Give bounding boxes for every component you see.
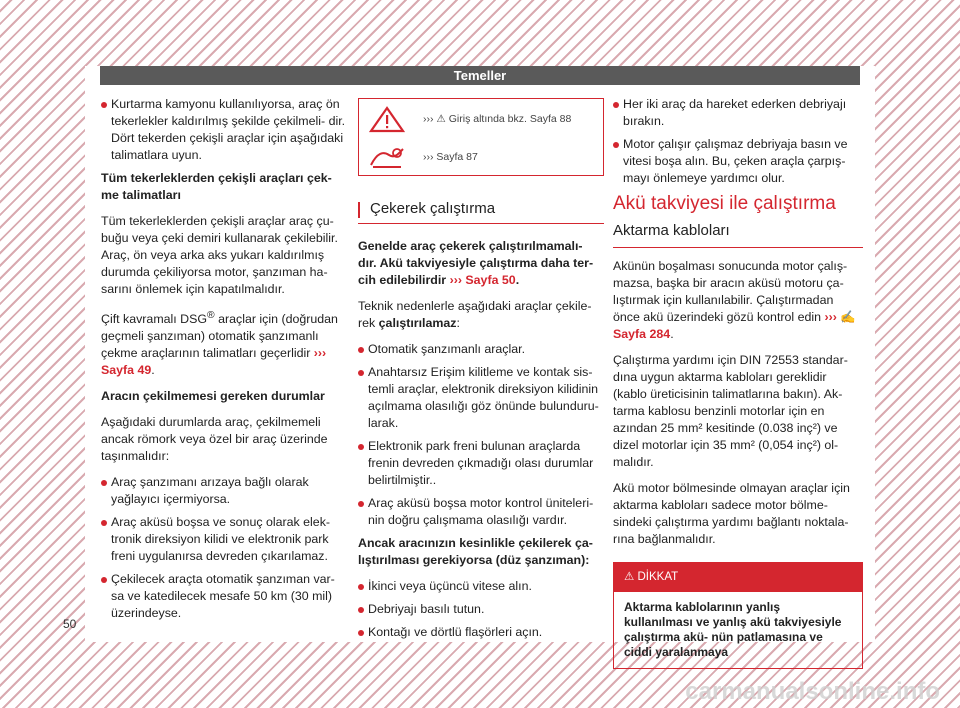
list-item: Motor çalışır çalışmaz debriyaja basın ve vitesi boşa alın. Bu, çeken araçla çarpış- mayı önlemeye yardımcı olur. (613, 136, 863, 187)
subheading (358, 238, 604, 289)
text: Çift kavramalı DSG (101, 312, 208, 327)
text: Genelde araç çekerek çalıştırılmamalı- dır. Akü takviyesiyle çalıştırma daha ter- cih edilebilirdir (358, 239, 594, 287)
column-2 (358, 98, 604, 647)
list-item: Araç aküsü boşsa motor kontrol üniteleri- nin doğru çalışmama olasılığı vardır. (358, 495, 604, 529)
paragraph: Çalıştırma yardımı için DIN 72553 standar- dına uygun aktarma kabloları gereklidir (kablo üreticisinin talimatlarına bakın). Ak- tarma kablosu benzinli motorlar için en azından 25 mm² kesitinde (0.038 inç²) ve dizel motorlar için 35 mm² (0,054 inç²) ol- malıdır. (613, 353, 848, 469)
list-item: Otomatik şanzımanlı araçlar. (358, 341, 604, 358)
page-reference-link[interactable]: ››› Sayfa 87 (423, 151, 478, 163)
subheading: Aracın çekilmemesi gereken durumlar (101, 389, 325, 404)
paragraph: Tüm tekerleklerden çekişli araçlar araç çu- buğu veya çeki demiri kullanarak çekilebilir. Araç, ön veya arka aks yukarı kaldırılmış durumda çekiliyorsa motor, şanzıman ha- sarını önlemek için kapatılmalıdır. (101, 214, 338, 296)
section-title: Aktarma kabloları (613, 222, 863, 248)
subheading: Ancak aracınızın kesinlikle çekilerek ça- lıştırılması gerekiyorsa (düz şanzıman): (358, 536, 593, 567)
list-item: Anahtarsız Erişim kilitleme ve kontak sis- temli araçlar, elektronik direksiyon kilidinin açılmama olasılığı göz önünde bulunduru- larak. (358, 364, 604, 432)
text: . (515, 273, 520, 287)
list-item: Araç şanzımanı arızaya bağlı olarak yağlayıcı içermiyorsa. (101, 474, 348, 508)
list-item: Her iki araç da hareket ederken debriyajı bırakın. (613, 96, 863, 130)
page-link-50[interactable]: ››› Sayfa 50 (449, 273, 516, 287)
reference-row (359, 139, 603, 175)
column-3 (613, 96, 863, 669)
paragraph: Aşağıdaki durumlarda araç, çekilmemeli ancak römork veya özel bir araç üzerinde taşınmalıdır: (101, 415, 328, 464)
text: . (151, 363, 155, 378)
list-item: İkinci veya üçüncü vitese alın. (358, 578, 604, 595)
paragraph (101, 307, 348, 379)
subheading: Tüm tekerleklerden çekişli araçları çek- me talimatları (101, 171, 332, 202)
list-item: Elektronik park freni bulunan araçlarda frenin devreden çıkmadığı olası durumlar belirtilmiştir.. (358, 438, 604, 489)
text: araçlar için (doğrudan geçmeli şanzıman) otomatik şanzımanlı çekme araçlarının talimatları geçerlidir (101, 312, 338, 361)
text: . (670, 327, 674, 341)
reference-box (358, 98, 604, 176)
list-item: Debriyajı basılı tutun. (358, 601, 604, 618)
list-item: Araç aküsü boşsa ve sonuç olarak elek- tronik direksiyon kilidi ve elektronik park freni uygulanırsa devreden çıkarılamaz. (101, 514, 348, 565)
warning-triangle-icon (367, 105, 407, 133)
warning-reference-link[interactable]: ››› ⚠ Giriş altında bkz. Sayfa 88 (423, 113, 572, 125)
svg-text:carmanualsonline.info: carmanualsonline.info (685, 678, 940, 705)
paragraph: Akü motor bölmesinde olmayan araçlar için aktarma kabloları sadece motor bölme- sindeki çalıştırma yardımı bağlantı noktala- rına bağlanmalıdır. (613, 481, 850, 546)
page-link-284[interactable]: ››› ✍ Sayfa 284 (613, 310, 856, 341)
caution-header: ⚠ DİKKAT (614, 563, 862, 592)
list-item: Çekilecek araçta otomatik şanzıman var- sa ve katedilecek mesafe 50 km (30 mil) üzerindeyse. (101, 571, 348, 622)
paragraph (613, 258, 863, 343)
caution-box (613, 562, 863, 669)
registered-mark: ® (207, 310, 215, 321)
section-title: Çekerek çalıştırma (358, 200, 604, 224)
emphasis: çalıştırılamaz (378, 316, 457, 330)
text: : (456, 316, 460, 330)
reference-row (359, 101, 603, 137)
page-number: 50 (63, 617, 77, 631)
list-item: Kontağı ve dörtlü flaşörleri açın. (358, 624, 604, 641)
page-link-49[interactable]: ››› Sayfa 49 (101, 346, 327, 378)
list-item: Kurtarma kamyonu kullanılıyorsa, araç ön tekerlekler kaldırılmış şekilde çekilmeli- dir. Dört tekerden çekişli araçlar için aşağıdaki talimatlara uyun. (101, 96, 348, 164)
caution-text: Aktarma kablolarının yanlış kullanılması ve yanlış akü takviyesiyle çalıştırma akü- nün patlamasına ve ciddi yaralanmaya (624, 600, 842, 659)
page-header: Temeller (100, 66, 860, 85)
text: Akünün boşalması sonucunda motor çalış- mazsa, başka bir aracın aküsü motoru ça- lıştırmak için kullanılabilir. Çalıştırmadan önce akü üzerindeki gözü kontrol edin (613, 259, 848, 324)
paragraph (358, 298, 604, 332)
column-1 (101, 96, 348, 628)
environment-note-icon (367, 143, 407, 171)
text: Teknik nedenlerle aşağıdaki araçlar çekile- rek (358, 299, 592, 330)
chapter-title: Akü takviyesi ile çalıştırma (613, 193, 836, 214)
watermark-logo (0, 673, 960, 708)
